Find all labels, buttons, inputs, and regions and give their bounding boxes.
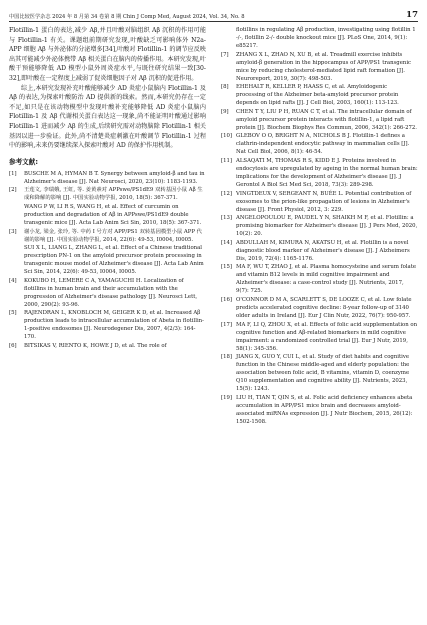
reference-list-left <box>9 170 206 350</box>
reference-text: GLEBOV O O, BRIGHT N A, NICHOLS B J. Flotillin-1 defines a clathrin-independent endocytic pathway in mammalian cells [J]. Nat Cell Biol, 2006, 8(1): 46-54. <box>236 133 410 156</box>
reference-number: [18] <box>221 354 232 361</box>
reference-item <box>221 26 418 50</box>
reference-text: MA F, LI Q, ZHOU X, et al. Effects of folic acid supplementation on cognitive function and Aβ-related biomarkers in mild cognitive impairment: a randomized controlled trial [J]. Eur J Nutr, 2019, 58(1): 345-356. <box>236 321 418 352</box>
reference-text: LIU H, TIAN T, QIN S, et al. Folic acid deficiency enhances abeta accumulation in APP/PS1 mice brain and decreases amyloid-associated miRNAs expression [J]. J Nutr Biochem, 2015, 26(12): 1502-1508. <box>236 394 413 425</box>
reference-item <box>221 108 418 132</box>
reference-number: [14] <box>221 239 232 246</box>
reference-text: VINGTDEUX V, SERGEANT N, BUÉE L. Potential contribution of exosomes to the prion-like propagation of lesions in Alzheimer's disease [J]. Front Physiol, 2012, 3: 229. <box>236 190 412 213</box>
reference-text: BUSCHE M A, HYMAN B T. Synergy between amyloid-β and tau in Alzheimer's disease [J]. Nat Neurosci, 2020, 23(10): 1183-1193. <box>24 170 205 185</box>
journal-citation-header: 中国比较医学杂志 2024 年 8 月第 34 卷第 8 期 Chin J Comp Med, August 2024, Vol. 34, No. 8 <box>9 14 245 20</box>
reference-item <box>221 132 418 156</box>
running-header <box>9 6 418 20</box>
page-number: 17 <box>406 10 418 20</box>
reference-text: 王莲文, 李瑞娥, 王虹, 等. 姜黄素对 APPswe/PS1dE9 双转基因小鼠 Aβ 生成和降解的影响 [J]. 中国实验动物学报, 2010, 18(5): 367-371. <box>24 187 203 202</box>
reference-number: [1] <box>9 170 17 177</box>
reference-item <box>221 239 418 263</box>
reference-text: MA F, WU T, ZHAO J, et al. Plasma homocysteine and serum folate and vitamin B12 levels in mild cognitive impairment and Alzheimer's disease: a case-control study [J]. Nutrients, 2017, 9(7): 725. <box>236 264 417 295</box>
reference-text: WANG P W, LI R S, WANG H, et al. Effect of curcumin on production and degradation of Aβ in APPswe/PS1dE9 double transgenic mice [J]. Acta Lab Anim Sci Sin, 2010, 18(5): 367-371. <box>24 203 202 226</box>
reference-item <box>221 51 418 83</box>
reference-text: 谢小龙, 梁金, 张玲, 等. 中药 I 号方对 APP/PS1 双转基因模型小鼠 APP 代谢的影响 [J]. 中国实验动物学报, 2014, 22(6): 49-53, I0004, I0005. <box>24 228 203 243</box>
reference-number: [7] <box>221 51 229 58</box>
reference-number: [8] <box>221 84 229 91</box>
reference-item <box>221 394 418 426</box>
reference-item <box>9 228 206 244</box>
reference-number: [9] <box>221 108 229 115</box>
body-paragraph: 综上,本研究发现补充叶酸能够减少 AD 炎症小鼠脑内 Flotillin-1 及 Aβ 的表达,为探索叶酸防治 AD 提供新的线索。然而,本研究仍存在一定不足,如只是在该动物模型中发现叶酸补充能够降低 AD 炎症小鼠脑内 Flotillin-1 及 Aβ 代谢相关蛋白表达这一现象,尚不能证明叶酸通过影响 Flotillin-1 进而减少 Aβ 的生成,后续研究需对动物脑除 Flotillin-1 相关基因以进一步验证。此外,尚不清楚炎症刺激在叶酸调节 Flotillin-1 过程中的影响,未来仍要继续深入探索叶酸对 AD 的保护作用机制。 <box>9 84 206 150</box>
reference-number: [13] <box>221 215 232 222</box>
reference-text: ABDULLAH M, KIMURA N, AKATSU H, et al. Flotillin is a novel diagnostic blood marker of Alzheimer's disease [J]. J Alzheimers Dis, 2019, 72(4): 1165-1176. <box>236 239 410 262</box>
reference-text: BITSIKAS V, RIENTO K, HOWE J D, et al. The role of <box>24 342 167 349</box>
reference-number: [11] <box>221 157 232 164</box>
reference-item <box>221 190 418 214</box>
reference-item <box>9 203 206 227</box>
reference-item <box>9 342 206 350</box>
reference-item <box>221 83 418 107</box>
reference-number: [5] <box>9 310 17 317</box>
reference-text: ALSAQATI M, THOMAS R S, KIDD E J. Proteins involved in endocytosis are upregulated by ageing in the normal human brain: implications for the development of Alzheimer's disease [J]. J Gerontol A Biol Sci Med Sci, 2018, 73(3): 289-298. <box>236 157 418 188</box>
reference-item <box>9 186 206 202</box>
reference-text: SUI X L, LIANG L, ZHANG L, et al. Effect of a Chinese traditional prescription PN-1 on the amyloid precursor protein processing in transgenic mouse model of Alzheimer's disease [J]. Acta Lab Anim Sci Sin, 2014, 22(6): 49-53, I0004, I0005. <box>24 245 204 276</box>
reference-text: JIANG X, GUO Y, CUI L, et al. Study of diet habits and cognitive function in the Chinese middle-aged and elderly population: the association between folic acid, B vitamins, vitamin D, coenzyme Q10 supplementation and cognitive ability [J]. Nutrients, 2023, 15(5): 1243. <box>236 354 410 393</box>
right-column <box>221 26 418 426</box>
reference-number: [16] <box>221 296 232 303</box>
reference-item <box>221 214 418 238</box>
reference-item <box>221 321 418 353</box>
reference-text: flotillins in regulating Aβ production, investigating using flotillin 1 -/-, flotillin 2-/- double knockout mice [J]. PLoS One, 2014, 9(1): e85217. <box>236 27 416 49</box>
left-column <box>9 26 206 350</box>
reference-list-right <box>221 26 418 426</box>
reference-text: ZHANG X L, ZHAO N, XU B, et al. Treadmill exercise inhibits amyloid-β generation in the hippocampus of APP/PS1 transgenic mice by reducing cholesterol-mediated lipid raft formation [J]. Neuroreport, 2019, 30(7): 498-503. <box>236 51 412 82</box>
reference-number: [2] <box>9 187 17 194</box>
reference-number: [3] <box>9 228 17 235</box>
reference-item <box>221 296 418 320</box>
reference-item <box>9 244 206 276</box>
reference-text: EHEHALT R, KELLER P, HAASS C, et al. Amyloidogenic processing of the Alzheimer beta-amyloid precursor protein depends on lipid rafts [J]. J Cell Biol, 2003, 160(1): 113-123. <box>236 84 399 107</box>
reference-item <box>221 263 418 295</box>
reference-text: RAJENDRAN L, KNOBLOCH M, GEIGER K D, et al. Increased Aβ production leads to intracellular accumulation of Abeta in flotillin-1-positive endosomes [J]. Neurodegener Dis, 2007, 4(2/3): 164-170. <box>24 310 204 341</box>
reference-item <box>9 170 206 186</box>
reference-text: CHEN T Y, LIU P H, RUAN C T, et al. The intracellular domain of amyloid precursor protein interacts with flotillin-1, a lipid raft protein [J]. Biochem Biophys Res Commun, 2006, 342(1): 266-272. <box>236 108 417 131</box>
reference-text: ANGELOPOULOU E, PAUDEL Y N, SHAIKH M F, et al. Flotillin: a promising biomarker for Alzheimer's disease [J]. J Pers Med, 2020, 10(2): 20. <box>236 215 418 238</box>
reference-item <box>221 157 418 189</box>
references-heading: 参考文献: <box>9 157 39 166</box>
reference-number: [10] <box>221 133 232 140</box>
reference-item <box>9 277 206 309</box>
reference-number: [6] <box>9 342 17 349</box>
reference-number: [4] <box>9 277 17 284</box>
header-rule <box>9 21 418 22</box>
reference-number: [17] <box>221 321 232 328</box>
reference-number: [15] <box>221 264 232 271</box>
reference-item <box>9 309 206 341</box>
body-paragraph: Flotillin-1 蛋白的表达,减少 Aβ,并且叶酸对脑组织 Aβ 沉积的作用可能与 Flotillin-1 有关。课题组前期研究发现,叶酸缺乏可影响体外 N2a-APP 细胞 Aβ 与外泌体的分泌增多[34],叶酸对 Flotillin-1 的调节应反映出其可能减少外泌体携带 Aβ 相关蛋白在脑内的传播作用。本研究发现,叶酸干预能够降低 AD 模型小鼠外周炎症水平,与既往研究结果一致[30-32],即叶酸在一定程度上减弱了促炎细胞因子对 Aβ 沉积的促进作用。 <box>9 27 206 82</box>
reference-item <box>221 353 418 393</box>
reference-number: [19] <box>221 394 232 401</box>
reference-text: KOKUBO H, LEMERE C A, YAMAGUCHI H. Localization of flotillins in human brain and their accumulation with the progression of Alzheimer's disease pathology [J]. Neurosci Lett, 2000, 290(2): 93-96. <box>24 277 198 308</box>
reference-text: O'CONNOR D M A, SCARLETT S, DE LOOZE C, et al. Low folate predicts accelerated cognitive decline: 8-year follow-up of 3140 older adults in Ireland [J]. Eur J Clin Nutr, 2022, 76(7): 950-957. <box>236 296 412 319</box>
reference-number: [12] <box>221 190 232 197</box>
